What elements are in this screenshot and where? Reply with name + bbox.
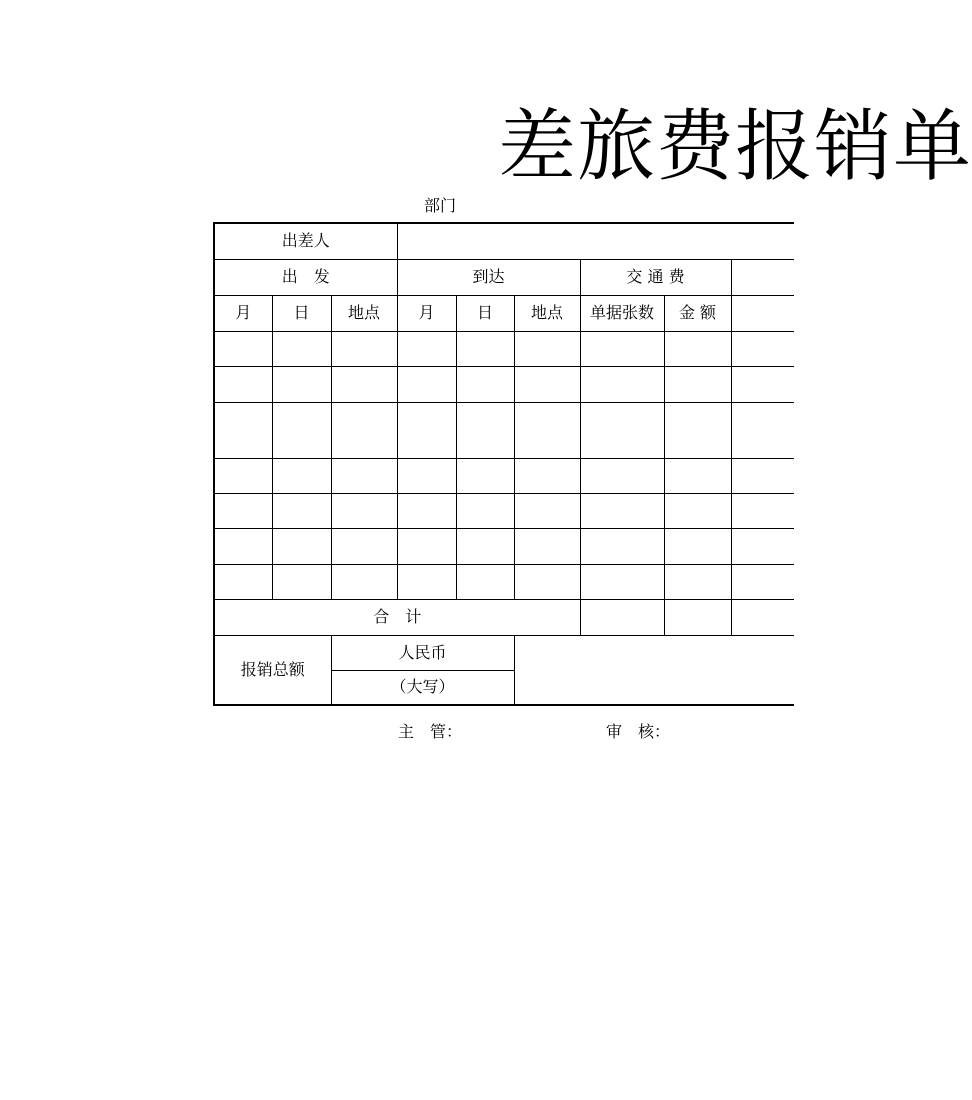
form-title: 差旅费报销单 <box>498 102 972 192</box>
table-cell[interactable] <box>214 493 272 528</box>
reimbursement-total-label: 报销总额 <box>214 635 331 705</box>
table-cell[interactable] <box>331 366 397 402</box>
table-cell[interactable] <box>272 366 331 402</box>
rmb-label: 人民币 <box>331 635 514 670</box>
table-cell[interactable] <box>580 458 664 493</box>
table-cell[interactable] <box>456 402 514 458</box>
table-cell[interactable] <box>331 458 397 493</box>
table-cell[interactable] <box>272 331 331 366</box>
table-cell[interactable] <box>272 458 331 493</box>
table-cell[interactable] <box>664 528 731 564</box>
column-header: 地点 <box>514 295 580 331</box>
table-cell[interactable] <box>331 331 397 366</box>
expense-table <box>213 222 794 706</box>
total-label: 合 计 <box>214 599 580 635</box>
table-cell[interactable] <box>456 458 514 493</box>
table-cell[interactable] <box>397 493 456 528</box>
table-cell[interactable] <box>514 564 580 599</box>
table-cell[interactable] <box>214 528 272 564</box>
table-cell[interactable] <box>456 366 514 402</box>
table-row <box>214 493 794 528</box>
table-cell[interactable] <box>397 528 456 564</box>
table-cell[interactable] <box>331 528 397 564</box>
table-cell[interactable] <box>664 564 731 599</box>
table-cell <box>731 493 794 528</box>
table-cell[interactable] <box>580 331 664 366</box>
table-cell[interactable] <box>272 564 331 599</box>
supervisor-signature-label: 主 管： <box>398 722 463 741</box>
table-row <box>214 402 794 458</box>
table-cell[interactable] <box>272 402 331 458</box>
table-cell <box>731 366 794 402</box>
table-cell[interactable] <box>514 331 580 366</box>
table-cell <box>731 295 794 331</box>
table-cell[interactable] <box>580 366 664 402</box>
table-cell[interactable] <box>397 366 456 402</box>
column-header: 单据张数 <box>580 295 664 331</box>
table-cell[interactable] <box>514 493 580 528</box>
table-row <box>214 528 794 564</box>
table-cell[interactable] <box>331 402 397 458</box>
table-row <box>214 458 794 493</box>
traveler-label: 出差人 <box>214 223 397 259</box>
arrive-group-header: 到达 <box>397 259 580 295</box>
reimbursement-amount-cell[interactable] <box>514 635 794 705</box>
column-header: 日 <box>456 295 514 331</box>
department-label: 部门 <box>424 196 457 215</box>
table-cell[interactable] <box>331 493 397 528</box>
table-row <box>214 331 794 366</box>
table-cell <box>731 599 794 635</box>
column-header: 月 <box>214 295 272 331</box>
table-cell[interactable] <box>397 564 456 599</box>
table-cell[interactable] <box>397 458 456 493</box>
traveler-input[interactable] <box>397 223 794 259</box>
column-header: 日 <box>272 295 331 331</box>
table-cell[interactable] <box>397 331 456 366</box>
total-receipts-cell[interactable] <box>580 599 664 635</box>
table-cell[interactable] <box>580 528 664 564</box>
table-cell[interactable] <box>456 331 514 366</box>
table-cell[interactable] <box>456 493 514 528</box>
table-cell[interactable] <box>214 564 272 599</box>
total-amount-cell[interactable] <box>664 599 731 635</box>
table-cell[interactable] <box>580 493 664 528</box>
table-cell[interactable] <box>214 331 272 366</box>
table-cell[interactable] <box>664 458 731 493</box>
table-cell[interactable] <box>580 402 664 458</box>
table-cell[interactable] <box>456 564 514 599</box>
table-cell <box>731 528 794 564</box>
table-cell <box>731 458 794 493</box>
column-header: 地点 <box>331 295 397 331</box>
uppercase-label: （大写） <box>331 670 514 705</box>
table-cell[interactable] <box>214 458 272 493</box>
table-cell[interactable] <box>331 564 397 599</box>
table-cell[interactable] <box>456 528 514 564</box>
table-cell[interactable] <box>514 366 580 402</box>
table-cell[interactable] <box>514 402 580 458</box>
table-cell[interactable] <box>214 402 272 458</box>
transport-group-header: 交 通 费 <box>580 259 731 295</box>
column-header: 金 额 <box>664 295 731 331</box>
table-cell <box>731 259 794 295</box>
depart-group-header: 出 发 <box>214 259 397 295</box>
table-cell[interactable] <box>272 493 331 528</box>
column-header: 月 <box>397 295 456 331</box>
table-cell[interactable] <box>580 564 664 599</box>
table-cell[interactable] <box>664 402 731 458</box>
reviewer-signature-label: 审 核： <box>606 722 671 741</box>
table-cell[interactable] <box>214 366 272 402</box>
table-cell[interactable] <box>664 331 731 366</box>
table-cell[interactable] <box>664 493 731 528</box>
table-cell[interactable] <box>514 528 580 564</box>
table-cell[interactable] <box>397 402 456 458</box>
table-cell[interactable] <box>272 528 331 564</box>
table-cell <box>731 331 794 366</box>
table-row <box>214 564 794 599</box>
table-cell <box>731 402 794 458</box>
table-cell[interactable] <box>514 458 580 493</box>
table-row <box>214 366 794 402</box>
table-cell[interactable] <box>664 366 731 402</box>
table-cell <box>731 564 794 599</box>
